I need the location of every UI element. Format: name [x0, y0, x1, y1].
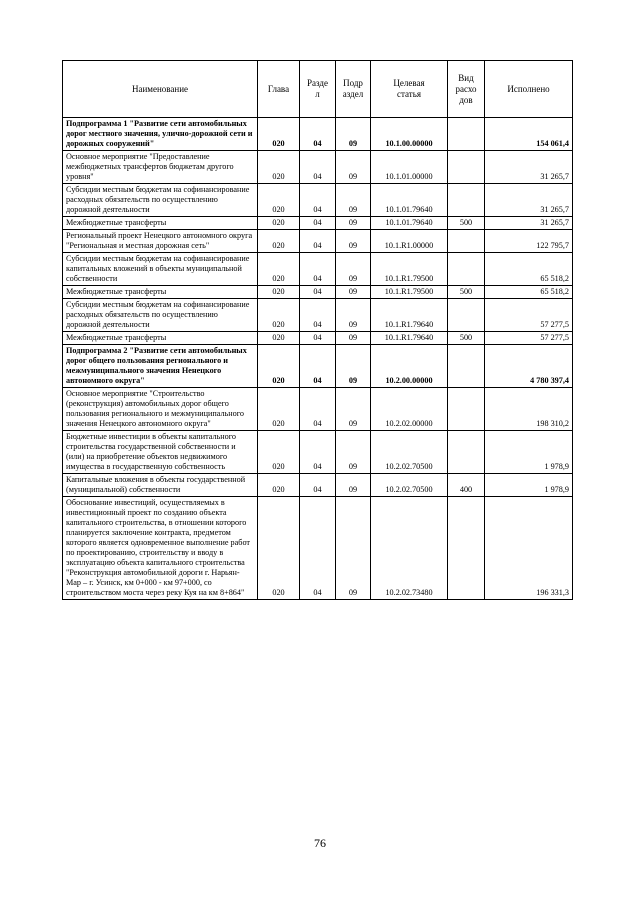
table-row: [63, 253, 573, 286]
table-row: [63, 151, 573, 184]
header-target: Целевая статья: [371, 61, 448, 118]
cell-subsection: 09: [336, 474, 371, 497]
cell-subsection: 09: [336, 286, 371, 299]
cell-name: Бюджетные инвестиции в объекты капитального строительства государственной собственности и (или) на приобретение объектов недвижимого имущества в государственную собственность: [63, 431, 258, 474]
cell-executed: 65 518,2: [485, 253, 573, 286]
cell-section: 04: [300, 217, 336, 230]
cell-executed: 31 265,7: [485, 184, 573, 217]
table-row: [63, 230, 573, 253]
cell-expense-type: [448, 253, 485, 286]
cell-name: Субсидии местным бюджетам на софинансирование расходных обязательств по осуществлению дорожной деятельности: [63, 299, 258, 332]
cell-chapter: 020: [258, 388, 300, 431]
cell-subsection: 09: [336, 497, 371, 600]
cell-subsection: 09: [336, 431, 371, 474]
cell-executed: 1 978,9: [485, 431, 573, 474]
cell-section: 04: [300, 299, 336, 332]
cell-chapter: 020: [258, 151, 300, 184]
page-number: 76: [314, 836, 326, 850]
cell-target: 10.1.01.79640: [371, 184, 448, 217]
cell-expense-type: [448, 497, 485, 600]
header-chapter: Глава: [258, 61, 300, 118]
cell-subsection: 09: [336, 388, 371, 431]
cell-chapter: 020: [258, 497, 300, 600]
header-executed: Исполнено: [485, 61, 573, 118]
cell-section: 04: [300, 253, 336, 286]
header-expense-type: Вид расхо дов: [448, 61, 485, 118]
cell-subsection: 09: [336, 230, 371, 253]
table-body: [63, 118, 573, 600]
cell-section: 04: [300, 345, 336, 388]
cell-target: 10.2.02.73480: [371, 497, 448, 600]
cell-target: 10.2.02.00000: [371, 388, 448, 431]
cell-target: 10.1.R1.79640: [371, 332, 448, 345]
cell-target: 10.1.R1.00000: [371, 230, 448, 253]
cell-name: Субсидии местным бюджетам на софинансирование расходных обязательств по осуществлению дорожной деятельности: [63, 184, 258, 217]
cell-name: Региональный проект Ненецкого автономного округа "Региональная и местная дорожная сеть": [63, 230, 258, 253]
table-row: [63, 474, 573, 497]
cell-section: 04: [300, 230, 336, 253]
cell-expense-type: [448, 151, 485, 184]
cell-subsection: 09: [336, 345, 371, 388]
cell-subsection: 09: [336, 217, 371, 230]
cell-subsection: 09: [336, 253, 371, 286]
cell-name: Межбюджетные трансферты: [63, 286, 258, 299]
cell-expense-type: [448, 184, 485, 217]
cell-executed: 1 978,9: [485, 474, 573, 497]
cell-expense-type: 400: [448, 474, 485, 497]
cell-executed: 4 780 397,4: [485, 345, 573, 388]
cell-target: 10.1.R1.79640: [371, 299, 448, 332]
table-row: [63, 497, 573, 600]
header-name: Наименование: [63, 61, 258, 118]
cell-name: Субсидии местным бюджетам на софинансирование капитальных вложений в объекты муниципальной собственности: [63, 253, 258, 286]
cell-expense-type: [448, 388, 485, 431]
cell-executed: 57 277,5: [485, 332, 573, 345]
cell-expense-type: 500: [448, 332, 485, 345]
cell-executed: 154 061,4: [485, 118, 573, 151]
table-row: [63, 332, 573, 345]
table-row: [63, 388, 573, 431]
cell-target: 10.1.01.79640: [371, 217, 448, 230]
cell-subsection: 09: [336, 184, 371, 217]
cell-executed: 198 310,2: [485, 388, 573, 431]
budget-table: [62, 60, 573, 600]
cell-executed: 196 331,3: [485, 497, 573, 600]
cell-chapter: 020: [258, 118, 300, 151]
cell-chapter: 020: [258, 345, 300, 388]
cell-target: 10.1.00.00000: [371, 118, 448, 151]
cell-subsection: 09: [336, 118, 371, 151]
cell-expense-type: 500: [448, 217, 485, 230]
cell-section: 04: [300, 151, 336, 184]
header-subsection: Подр аздел: [336, 61, 371, 118]
cell-target: 10.2.00.00000: [371, 345, 448, 388]
cell-subsection: 09: [336, 299, 371, 332]
table-header-row: [63, 61, 573, 118]
cell-target: 10.2.02.70500: [371, 474, 448, 497]
cell-chapter: 020: [258, 230, 300, 253]
header-section: Разде л: [300, 61, 336, 118]
cell-section: 04: [300, 431, 336, 474]
cell-chapter: 020: [258, 299, 300, 332]
cell-name: Подпрограмма 2 "Развитие сети автомобильных дорог общего пользования регионального и межмуниципального значения Ненецкого автономного округа": [63, 345, 258, 388]
cell-name: Обоснование инвестиций, осуществляемых в инвестиционный проект по созданию объекта капитального строительства, в отношении которого планируется заключение контракта, предметом которого является одновременное выполнение работ по проектированию, строительству и вводу в эксплуатацию объекта капитального строительства "Реконструкция автомобильной дороги г. Нарьян-Мар – г. Усинск, км 0+000 - км 97+000, со строительством моста через реку Куя на км 8+864": [63, 497, 258, 600]
cell-executed: 65 518,2: [485, 286, 573, 299]
cell-name: Капитальные вложения в объекты государственной (муниципальной) собственности: [63, 474, 258, 497]
cell-chapter: 020: [258, 253, 300, 286]
cell-chapter: 020: [258, 184, 300, 217]
cell-name: Межбюджетные трансферты: [63, 332, 258, 345]
cell-expense-type: 500: [448, 286, 485, 299]
cell-section: 04: [300, 184, 336, 217]
cell-name: Основное мероприятие "Предоставление межбюджетных трансфертов бюджетам другого уровня": [63, 151, 258, 184]
cell-name: Подпрограмма 1 "Развитие сети автомобильных дорог местного значения, улично-дорожной сети и дорожных сооружений": [63, 118, 258, 151]
cell-expense-type: [448, 299, 485, 332]
cell-executed: 122 795,7: [485, 230, 573, 253]
cell-target: 10.1.R1.79500: [371, 253, 448, 286]
cell-section: 04: [300, 388, 336, 431]
cell-expense-type: [448, 345, 485, 388]
cell-section: 04: [300, 497, 336, 600]
cell-target: 10.2.02.70500: [371, 431, 448, 474]
cell-name: Основное мероприятие "Строительство (реконструкция) автомобильных дорог общего пользования регионального и межмуниципального значения Ненецкого автономного округа": [63, 388, 258, 431]
table-row: [63, 431, 573, 474]
cell-chapter: 020: [258, 286, 300, 299]
cell-subsection: 09: [336, 151, 371, 184]
cell-target: 10.1.01.00000: [371, 151, 448, 184]
cell-chapter: 020: [258, 217, 300, 230]
cell-chapter: 020: [258, 431, 300, 474]
table-row: [63, 184, 573, 217]
cell-expense-type: [448, 431, 485, 474]
cell-target: 10.1.R1.79500: [371, 286, 448, 299]
cell-chapter: 020: [258, 474, 300, 497]
cell-executed: 31 265,7: [485, 217, 573, 230]
table-row: [63, 118, 573, 151]
cell-chapter: 020: [258, 332, 300, 345]
cell-section: 04: [300, 286, 336, 299]
table-row: [63, 299, 573, 332]
cell-executed: 31 265,7: [485, 151, 573, 184]
cell-section: 04: [300, 118, 336, 151]
table-row: [63, 345, 573, 388]
table-row: [63, 286, 573, 299]
cell-expense-type: [448, 118, 485, 151]
cell-expense-type: [448, 230, 485, 253]
cell-section: 04: [300, 474, 336, 497]
cell-section: 04: [300, 332, 336, 345]
cell-executed: 57 277,5: [485, 299, 573, 332]
table-row: [63, 217, 573, 230]
cell-name: Межбюджетные трансферты: [63, 217, 258, 230]
cell-subsection: 09: [336, 332, 371, 345]
